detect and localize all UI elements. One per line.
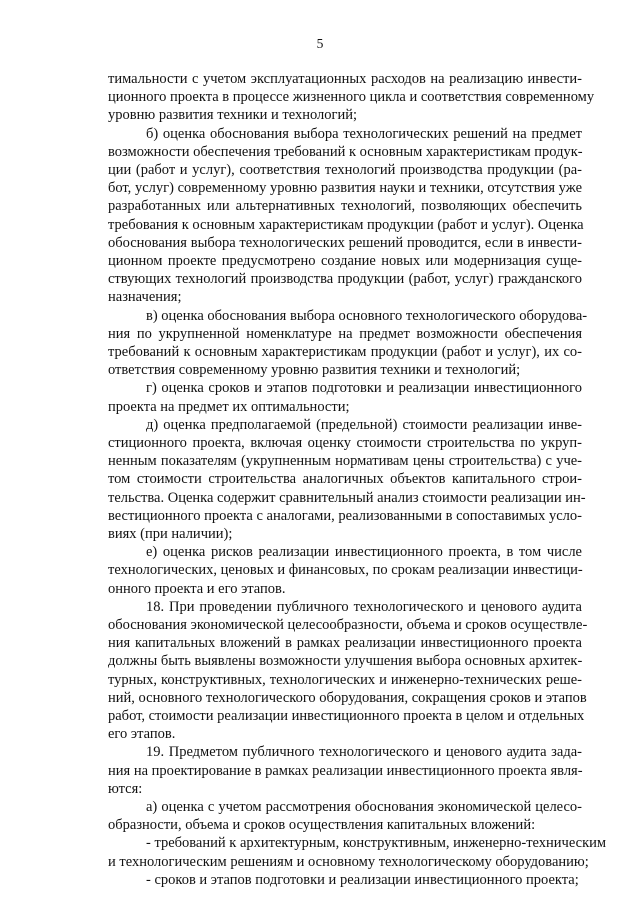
- text-line: технологических, ценовых и финансовых, по срокам реализации инвестици-: [108, 562, 583, 579]
- text-line: и технологическим решениям и основному технологическому оборудованию;: [108, 853, 589, 870]
- text-line: образности, объема и сроков осуществления капитальных вложений:: [108, 817, 536, 834]
- text-line: - требований к архитектурным, конструктивным, инженерно-техническим: [146, 835, 607, 852]
- text-line: ния на проектирование в рамках реализации инвестиционного проекта явля-: [108, 762, 583, 779]
- page-number: 5: [316, 36, 324, 51]
- text-line: г) оценка сроков и этапов подготовки и реализации инвестиционного: [146, 380, 582, 397]
- text-line: в) оценка обоснования выбора основного технологического оборудова-: [146, 307, 588, 324]
- text-line: ний, основного технологического оборудования, сокращения сроков и этапов: [108, 689, 587, 706]
- text-line: а) оценка с учетом рассмотрения обоснования экономической целесо-: [146, 799, 582, 815]
- text-line: - сроков и этапов подготовки и реализации инвестиционного проекта;: [146, 871, 579, 888]
- text-line: ционного проекта в процессе жизненного цикла и соответствия современному: [108, 89, 595, 106]
- text-line: требований к основным характеристикам продукции (работ и услуг), их со-: [108, 344, 582, 360]
- text-line: 19. Предметом публичного технологического и ценового аудита зада-: [146, 744, 582, 761]
- text-line: ненным показателям (укрупненным нормативам цены строительства) с уче-: [108, 453, 582, 470]
- text-line: д) оценка предполагаемой (предельной) стоимости реализации инве-: [146, 416, 582, 433]
- text-line: бот, услуг) современному уровню развития науки и техники, отсутствия уже: [108, 180, 582, 197]
- text-line: том стоимости строительства аналогичных объектов капитального строи-: [108, 471, 582, 488]
- text-line: виях (при наличии);: [108, 526, 233, 542]
- text-line: е) оценка рисков реализации инвестиционного проекта, в том числе: [146, 544, 582, 561]
- text-line: обоснования экономической целесообразности, объема и сроков осуществле-: [108, 617, 588, 633]
- text-line: ответствия современному уровню развития техники и технологий;: [108, 362, 521, 379]
- text-line: ствующих технологий производства продукции (работ, услуг) гражданского: [108, 271, 582, 288]
- text-line: турных, конструктивных, технологических и инженерно-технических реше-: [108, 671, 582, 688]
- text-line: разработанных или альтернативных технологий, позволяющих обеспечить: [108, 198, 582, 215]
- text-line: б) оценка обоснования выбора технологических решений на предмет: [146, 125, 582, 142]
- text-line: тимальности с учетом эксплуатационных расходов на реализацию инвести-: [108, 71, 582, 87]
- text-line: тельства. Оценка содержит сравнительный анализ стоимости реализации ин-: [108, 489, 586, 506]
- text-line: ционном проекте предусмотрено создание новых или модернизация суще-: [108, 253, 582, 269]
- text-line: стиционного проекта, включая оценку стоимости строительства по укруп-: [108, 435, 582, 451]
- text-line: ются:: [108, 780, 143, 797]
- text-line: возможности обеспечения требований к основным характеристикам продук-: [108, 143, 583, 160]
- text-line: ния капитальных вложений в рамках реализации инвестиционного проекта: [108, 635, 582, 652]
- text-line: требования к основным характеристикам продукции (работ и услуг). Оценка: [108, 216, 584, 233]
- text-line: ции (работ и услуг), соответствия технологий производства продукции (ра-: [108, 162, 582, 178]
- text-line: уровню развития техники и технологий;: [108, 107, 358, 124]
- text-line: вестиционного проекта с аналогами, реализованными в сопоставимых усло-: [108, 507, 582, 524]
- text-line: обоснования выбора технологических решений проводится, если в инвести-: [108, 234, 582, 251]
- text-line: его этапов.: [108, 726, 176, 743]
- text-line: назначения;: [108, 289, 182, 306]
- text-line: работ, стоимости реализации инвестиционного проекта в целом и отдельных: [108, 708, 585, 724]
- text-line: ния по укрупненной номенклатуре на предмет возможности обеспечения: [108, 325, 582, 342]
- text-line: должны быть выявлены возможности улучшения выбора основных архитек-: [108, 653, 583, 670]
- text-line: 18. При проведении публичного технологического и ценового аудита: [146, 598, 582, 615]
- text-line: проекта на предмет их оптимальности;: [108, 398, 350, 415]
- text-line: онного проекта и его этапов.: [108, 580, 286, 597]
